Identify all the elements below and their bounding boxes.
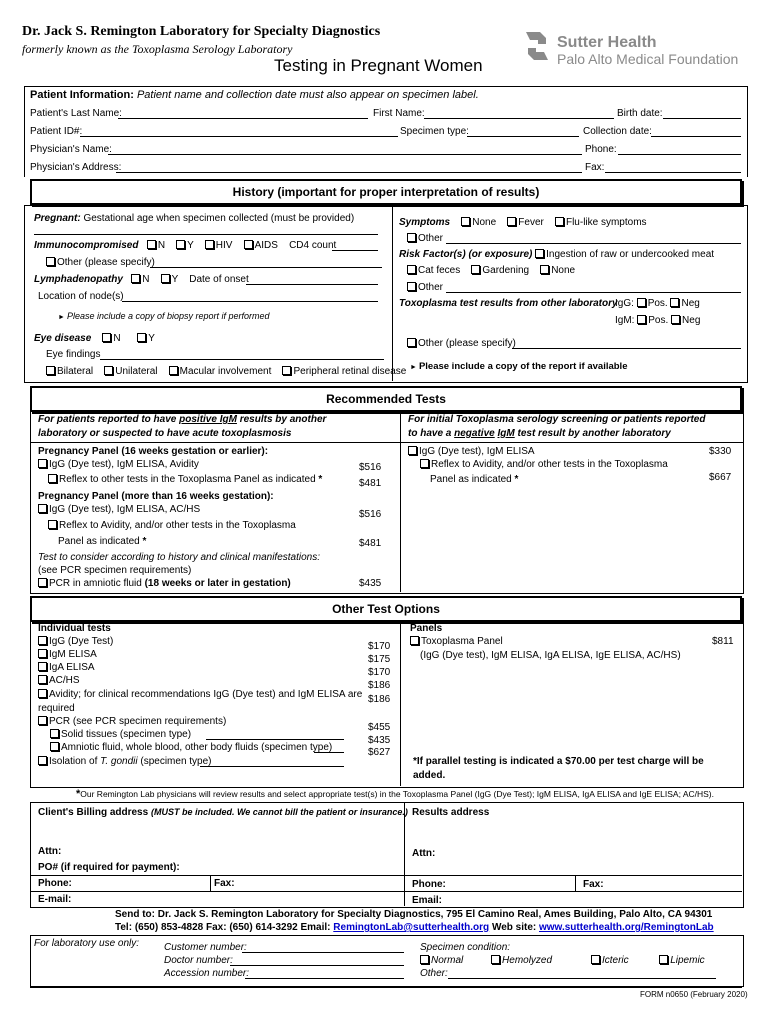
- pp16-star: *: [318, 474, 323, 485]
- panels-heading: Panels: [410, 623, 443, 634]
- pp16-checkbox[interactable]: [38, 459, 47, 468]
- left-head-text: For patients reported to have: [38, 414, 177, 425]
- accession-number-field[interactable]: [245, 978, 404, 979]
- risk-other-label: Other: [418, 282, 444, 293]
- left-head-1: [38, 414, 326, 425]
- physician-address-label: Physician's Address:: [30, 162, 122, 173]
- risk-options-row: [407, 265, 575, 276]
- pcr-checkbox[interactable]: [38, 716, 47, 725]
- patient-heading: [30, 89, 479, 101]
- toxo-panel-price: $811: [712, 636, 734, 647]
- individual-test-label: IgA ELISA: [49, 662, 95, 673]
- patient-id-field[interactable]: [80, 136, 398, 137]
- macular-checkbox[interactable]: [169, 366, 178, 375]
- specimen-type-label: Specimen type:: [400, 126, 469, 137]
- ppmore-reflex-row2: [58, 536, 146, 547]
- last-name-field[interactable]: [118, 118, 368, 119]
- lab-website-link[interactable]: www.sutterhealth.org/RemingtonLab: [539, 922, 714, 933]
- sym-other-row: [407, 233, 443, 244]
- lymph-y-checkbox[interactable]: [161, 274, 170, 283]
- immuno-other-field[interactable]: [150, 267, 382, 268]
- toxo-panel-desc: (IgG (Dye test), IgM ELISA, IgA ELISA, IgE ELISA, AC/HS): [420, 650, 681, 661]
- ppmore-reflex-label: Reflex to Avidity, and/or other tests in the Toxoplasma: [59, 520, 296, 531]
- risk-label: Risk Factor(s) (or exposure): [399, 249, 533, 260]
- client-billing-row: [38, 807, 408, 818]
- form-id: FORM n0650 (February 2020): [640, 990, 748, 999]
- po-label: PO# (if required for payment):: [38, 862, 180, 873]
- results-phone-label: Phone:: [412, 879, 446, 890]
- phone-field[interactable]: [618, 154, 741, 155]
- individual-test-checkbox[interactable]: [38, 649, 47, 658]
- footer-rule: [30, 987, 742, 988]
- lipemic-checkbox[interactable]: [659, 955, 668, 964]
- toxo-other-lab-label: Toxoplasma test results from other laboratory: [399, 298, 618, 309]
- igm-result-row: [615, 315, 700, 326]
- solid-field[interactable]: [206, 739, 344, 740]
- other-tests-divider: [400, 620, 401, 786]
- lymph-y-label: Y: [171, 274, 179, 285]
- history-other-field[interactable]: [512, 348, 741, 349]
- date-onset-label: Date of onset: [189, 274, 249, 285]
- sym-fever-label: Fever: [518, 217, 544, 228]
- results-email-label: Email:: [412, 895, 443, 906]
- sym-none-checkbox[interactable]: [461, 217, 470, 226]
- amniotic-row: [50, 742, 332, 753]
- ppmore-star: *: [142, 536, 147, 547]
- individual-test-row: [38, 649, 97, 660]
- pp16-price: $516: [359, 462, 382, 473]
- isolation-row: [38, 756, 212, 767]
- pp16-reflex-price: $481: [359, 478, 382, 489]
- client-billing-label: Client's Billing address: [38, 807, 149, 818]
- cd4-label: CD4 count: [289, 240, 337, 251]
- pregnant-label: Pregnant:: [34, 213, 81, 224]
- immuno-n-label: N: [157, 240, 166, 251]
- immuno-aids-label: AIDS: [254, 240, 278, 251]
- risk-ingestion-checkbox[interactable]: [535, 249, 544, 258]
- r-star: *: [514, 474, 519, 485]
- toxo-panel-label: Toxoplasma Panel: [421, 636, 503, 647]
- left-head-3: laboratory or suspected to have acute toxoplasmosis: [38, 428, 292, 439]
- individual-test-row: [38, 689, 362, 700]
- page-title: Testing in Pregnant Women: [274, 56, 483, 75]
- pregnant-text: Gestational age when specimen collected (must be provided): [83, 213, 355, 224]
- immuno-y-label: Y: [187, 240, 194, 251]
- condition-row: [420, 955, 705, 966]
- sym-flu-label: Flu-like symptoms: [565, 217, 647, 228]
- sym-other-label: Other: [418, 233, 444, 244]
- individual-test-price: $170: [368, 641, 391, 652]
- history-other-label: Other (please specify): [418, 338, 516, 349]
- icteric-label: Icteric: [601, 955, 629, 966]
- date-onset-field[interactable]: [246, 284, 378, 285]
- eye-findings-field[interactable]: [100, 359, 384, 360]
- risk-other-field[interactable]: [446, 292, 741, 293]
- recommended-banner: [30, 386, 742, 412]
- igm-neg-label: Neg: [682, 315, 701, 326]
- solid-label: Solid tissues (specimen type): [61, 729, 192, 740]
- risk-cat-checkbox[interactable]: [407, 265, 416, 274]
- bilateral-checkbox[interactable]: [46, 366, 55, 375]
- left-head-text-2: results by another: [239, 414, 327, 425]
- fax-field[interactable]: [605, 172, 741, 173]
- sutter-logo: [520, 28, 554, 67]
- r-item-checkbox[interactable]: [408, 446, 417, 455]
- individual-test-row: [38, 662, 95, 673]
- lymph-row: [34, 274, 249, 285]
- igg-result-label: IgG:: [615, 298, 634, 309]
- eye-label: Eye disease: [34, 333, 92, 344]
- solid-checkbox[interactable]: [50, 729, 59, 738]
- r-reflex-checkbox[interactable]: [420, 459, 429, 468]
- ppmore-reflex-label-2: Panel as indicated: [58, 536, 140, 547]
- immuno-aids-checkbox[interactable]: [244, 240, 253, 249]
- client-phone-line: [30, 875, 404, 876]
- collection-date-label: Collection date:: [583, 126, 652, 137]
- client-phone-label: Phone:: [38, 878, 72, 889]
- symptoms-row: [399, 217, 647, 228]
- individual-test-label: Avidity; for clinical recommendations IgG (Dye test) and IgM ELISA are: [49, 689, 363, 700]
- risk-none-checkbox[interactable]: [540, 265, 549, 274]
- individual-test-checkbox[interactable]: [38, 689, 47, 698]
- fax-label: Fax:: [585, 162, 605, 173]
- history-banner-text: History (important for proper interpretation of results): [232, 185, 540, 199]
- pp16-reflex-row: [48, 474, 322, 485]
- pcr-amniotic-label: PCR in amniotic fluid: [49, 578, 142, 589]
- history-box: [24, 205, 748, 383]
- customer-number-field[interactable]: [242, 952, 404, 953]
- pregnant-row: [34, 213, 354, 224]
- individual-heading: Individual tests: [38, 623, 111, 634]
- normal-label: Normal: [431, 955, 464, 966]
- send-to-line1: Send to: Dr. Jack S. Remington Laboratory for Specialty Diagnostics, 795 El Camino Real, Ames Building, Palo Alto, CA 94301: [115, 909, 713, 920]
- collection-date-field[interactable]: [651, 136, 741, 137]
- results-address-label: Results address: [412, 807, 490, 818]
- patient-id-label: Patient ID#:: [30, 126, 83, 137]
- immuno-hiv-checkbox[interactable]: [205, 240, 214, 249]
- toxo-panel-checkbox[interactable]: [410, 636, 419, 645]
- patient-heading-note: Patient name and collection date must also appear on specimen label.: [136, 89, 479, 101]
- risk-gardening-label: Gardening: [482, 265, 530, 276]
- lymph-label: Lymphadenopathy: [34, 274, 123, 285]
- igm-result-label: IgM:: [615, 315, 635, 326]
- hemolyzed-checkbox[interactable]: [491, 955, 500, 964]
- consider-2: (see PCR specimen requirements): [38, 565, 192, 576]
- other-tests-banner: [30, 596, 742, 622]
- sym-flu-checkbox[interactable]: [555, 217, 564, 226]
- patient-heading-label: Patient Information:: [30, 89, 134, 101]
- sym-other-checkbox[interactable]: [407, 233, 416, 242]
- peripheral-label: Peripheral retinal disease: [293, 366, 407, 377]
- immuno-other-checkbox[interactable]: [46, 257, 55, 266]
- bilateral-label: Bilateral: [57, 366, 94, 377]
- customer-number-label: Customer number:: [164, 942, 247, 953]
- igg-neg-label: Neg: [681, 298, 700, 309]
- r-reflex-row: [420, 459, 668, 470]
- birth-date-field[interactable]: [663, 118, 741, 119]
- specimen-condition-label: Specimen condition:: [420, 942, 511, 953]
- right-head-1: For initial Toxoplasma serology screening or patients reported: [408, 414, 706, 425]
- send-to-tel-fax: Tel: (650) 853-4828 Fax: (650) 614-3292 Email:: [115, 922, 331, 933]
- results-phone-fax-divider: [575, 875, 576, 891]
- required-label: required: [38, 703, 75, 714]
- sym-none-label: None: [472, 217, 497, 228]
- pcr-amniotic-checkbox[interactable]: [38, 578, 47, 587]
- r-item-label: IgG (Dye test), IgM ELISA: [419, 446, 535, 457]
- formerly-known: formerly known as the Toxoplasma Serology Laboratory: [22, 42, 293, 56]
- symptoms-label: Symptoms: [399, 217, 451, 228]
- individual-test-checkbox[interactable]: [38, 636, 47, 645]
- location-nodes-field[interactable]: [122, 301, 378, 302]
- igm-neg-checkbox[interactable]: [671, 315, 680, 324]
- risk-none-label: None: [551, 265, 576, 276]
- include-report-text: Please include a copy of the report if available: [418, 361, 628, 372]
- risk-gardening-checkbox[interactable]: [471, 265, 480, 274]
- r-item-price: $330: [709, 446, 732, 457]
- right-head-text: to have a: [408, 428, 452, 439]
- lymph-n-label: N: [142, 274, 150, 285]
- biopsy-note: ► Please include a copy of biopsy report if performed: [58, 311, 270, 321]
- history-other-checkbox[interactable]: [407, 338, 416, 347]
- individual-test-label: IgG (Dye Test): [49, 636, 114, 647]
- r-reflex-price: $667: [709, 472, 732, 483]
- amniotic-field[interactable]: [314, 752, 344, 753]
- ppmore-reflex-price: $481: [359, 538, 382, 549]
- first-name-field[interactable]: [424, 118, 614, 119]
- solid-price: $455: [368, 722, 391, 733]
- icteric-checkbox[interactable]: [591, 955, 600, 964]
- ppmore-checkbox[interactable]: [38, 504, 47, 513]
- eye-row: [34, 333, 155, 344]
- ppmore-heading: Pregnancy Panel (more than 16 weeks gestation):: [38, 491, 274, 502]
- igm-pos-checkbox[interactable]: [637, 315, 646, 324]
- email-line: [30, 891, 742, 892]
- lipemic-label: Lipemic: [670, 955, 705, 966]
- r-reflex-label: Reflex to Avidity, and/or other tests in the Toxoplasma: [431, 459, 668, 470]
- immuno-other-label: Other (please specify): [57, 257, 155, 268]
- igg-result-row: [615, 298, 700, 309]
- amniotic-price: $435: [368, 735, 391, 746]
- risk-other-checkbox[interactable]: [407, 282, 416, 291]
- parallel-note-1: *If parallel testing is indicated a $70.00 per test charge will be: [413, 756, 704, 767]
- risk-row: [399, 249, 714, 260]
- immuno-other-row: [46, 257, 155, 268]
- recommended-banner-text: Recommended Tests: [326, 392, 446, 406]
- client-fax-label: Fax:: [214, 878, 235, 889]
- individual-test-price: $175: [368, 654, 391, 665]
- lymph-n-checkbox[interactable]: [131, 274, 140, 283]
- r-reflex-row2: [430, 474, 518, 485]
- risk-other-row: [407, 282, 443, 293]
- pp16-item-row: [38, 459, 199, 470]
- sutter-logo-icon: [520, 28, 554, 64]
- lab-name: Dr. Jack S. Remington Laboratory for Specialty Diagnostics: [22, 24, 381, 39]
- eye-y-label: Y: [148, 333, 155, 344]
- eye-n-label: N: [113, 333, 121, 344]
- individual-test-price: $170: [368, 667, 391, 678]
- pcr-label: PCR (see PCR specimen requirements): [49, 716, 227, 727]
- solid-row: [50, 729, 191, 740]
- results-attn-label: Attn:: [412, 848, 436, 859]
- r-item-row: [408, 446, 535, 457]
- isolation-field[interactable]: [200, 766, 344, 767]
- doctor-number-field[interactable]: [230, 965, 404, 966]
- pp16-item-label: IgG (Dye test), IgM ELISA, Avidity: [49, 459, 199, 470]
- parallel-note-2: added.: [413, 770, 446, 781]
- doctor-number-label: Doctor number:: [164, 955, 233, 966]
- logo-line2: Palo Alto Medical Foundation: [557, 51, 739, 67]
- eye-findings-label: Eye findings: [46, 349, 101, 360]
- left-head-positive-igm: positive IgM: [179, 414, 237, 425]
- phone-label: Phone:: [585, 144, 617, 155]
- eye-options-row: [46, 366, 406, 377]
- isolation-label: Isolation of: [49, 756, 98, 767]
- peripheral-checkbox[interactable]: [282, 366, 291, 375]
- gestational-age-field[interactable]: [34, 234, 378, 235]
- right-head-negative: negative: [454, 428, 495, 439]
- ppmore-reflex-row: [48, 520, 296, 531]
- include-report-note: ► Please include a copy of the report if available: [410, 361, 628, 372]
- igm-pos-label: Pos.: [648, 315, 669, 326]
- pcr-row: [38, 716, 226, 727]
- immuno-hiv-label: HIV: [215, 240, 233, 251]
- specimen-type-field[interactable]: [467, 136, 579, 137]
- isolation-price: $627: [368, 747, 391, 758]
- recommended-divider: [400, 410, 401, 592]
- recommended-left-header-line: [30, 442, 400, 443]
- right-head-text-3: test result by another laboratory: [517, 428, 671, 439]
- igg-pos-label: Pos.: [647, 298, 668, 309]
- individual-test-row: [38, 675, 80, 686]
- recommended-right-header-line: [400, 442, 743, 443]
- unilateral-checkbox[interactable]: [104, 366, 113, 375]
- igg-pos-checkbox[interactable]: [637, 298, 646, 307]
- toxo-panel-row: [410, 636, 503, 647]
- birth-date-label: Birth date:: [617, 108, 663, 119]
- isolation-species: T. gondii: [100, 756, 138, 767]
- risk-cat-label: Cat feces: [418, 265, 461, 276]
- results-fax-label: Fax:: [583, 879, 604, 890]
- footnote-text: Our Remington Lab physicians will review results and select appropriate test(s) in the Toxoplasma Panel (IgG (Dye Test); IgM ELISA, IgA ELISA and IgE ELISA; AC/HS).: [80, 789, 714, 799]
- unilateral-label: Unilateral: [115, 366, 158, 377]
- results-phone-line: [404, 875, 742, 876]
- pcr-amniotic-price: $435: [359, 578, 382, 589]
- individual-test-row: [38, 636, 113, 647]
- individual-test-checkbox[interactable]: [38, 675, 47, 684]
- isolation-label-2: (specimen type): [140, 756, 212, 767]
- client-email-label: E-mail:: [38, 894, 72, 905]
- location-nodes-label: Location of node(s): [38, 291, 124, 302]
- physician-name-label: Physician's Name:: [30, 144, 112, 155]
- footnote: [76, 788, 714, 800]
- eye-n-checkbox[interactable]: [102, 333, 111, 342]
- client-attn-label: Attn:: [38, 846, 62, 857]
- right-head-2: [408, 428, 671, 439]
- send-to-web-label: Web site:: [491, 922, 537, 933]
- biopsy-note-text: Please include a copy of biopsy report if performed: [66, 311, 270, 321]
- right-head-igm: IgM: [497, 428, 515, 439]
- client-phone-fax-divider: [210, 875, 211, 891]
- physician-name-field[interactable]: [108, 154, 582, 155]
- immuno-label: Immunocompromised: [34, 240, 139, 251]
- r-reflex-label-2: Panel as indicated: [430, 474, 512, 485]
- condition-other-label: Other:: [420, 968, 448, 979]
- ppmore-item-label: IgG (Dye test), IgM ELISA, AC/HS: [49, 504, 201, 515]
- amniotic-label: Amniotic fluid, whole blood, other body fluids (specimen type): [61, 742, 333, 753]
- eye-y-checkbox[interactable]: [137, 333, 146, 342]
- pp16-reflex-label: Reflex to other tests in the Toxoplasma Panel as indicated: [59, 474, 316, 485]
- igg-neg-checkbox[interactable]: [670, 298, 679, 307]
- other-tests-banner-text: Other Test Options: [332, 602, 440, 616]
- physician-address-field[interactable]: [116, 172, 582, 173]
- sym-fever-checkbox[interactable]: [507, 217, 516, 226]
- pcr-amniotic-row: [38, 578, 291, 589]
- ppmore-reflex-checkbox[interactable]: [48, 520, 57, 529]
- ppmore-item-row: [38, 504, 200, 515]
- pp16-reflex-checkbox[interactable]: [48, 474, 57, 483]
- normal-checkbox[interactable]: [420, 955, 429, 964]
- sym-other-field[interactable]: [446, 243, 741, 244]
- client-billing-note: (MUST be included. We cannot bill the patient or insurance.): [150, 807, 408, 817]
- immuno-n-checkbox[interactable]: [147, 240, 156, 249]
- send-to-line2: [115, 922, 714, 933]
- individual-test-checkbox[interactable]: [38, 662, 47, 671]
- immuno-y-checkbox[interactable]: [176, 240, 185, 249]
- isolation-checkbox[interactable]: [38, 756, 47, 765]
- history-banner: [30, 179, 742, 205]
- individual-test-price: $186: [368, 694, 391, 705]
- logo-line1: Sutter Health: [557, 34, 657, 51]
- history-divider: [392, 205, 393, 381]
- risk-ingestion-label: Ingestion of raw or undercooked meat: [546, 249, 715, 260]
- lab-email-link[interactable]: RemingtonLab@sutterhealth.org: [333, 922, 490, 933]
- individual-test-price: $186: [368, 680, 391, 691]
- hemolyzed-label: Hemolyzed: [502, 955, 553, 966]
- condition-other-field[interactable]: [448, 978, 716, 979]
- footnote-star: *: [76, 788, 81, 800]
- history-other-row: [407, 338, 516, 349]
- amniotic-checkbox[interactable]: [50, 742, 59, 751]
- consider-1: Test to consider according to history and clinical manifestations:: [38, 552, 320, 563]
- last-name-label: Patient's Last Name:: [30, 108, 122, 119]
- pcr-amniotic-note: (18 weeks or later in gestation): [144, 578, 291, 589]
- lab-use-label: For laboratory use only:: [34, 938, 140, 949]
- first-name-label: First Name:: [373, 108, 425, 119]
- macular-label: Macular involvement: [179, 366, 272, 377]
- pp16-heading: Pregnancy Panel (16 weeks gestation or earlier):: [38, 446, 269, 457]
- ppmore-price: $516: [359, 509, 382, 520]
- individual-test-label: AC/HS: [49, 675, 80, 686]
- individual-test-label: IgM ELISA: [49, 649, 97, 660]
- cd4-field[interactable]: [332, 250, 378, 251]
- immuno-row: [34, 240, 336, 251]
- accession-number-label: Accession number:: [164, 968, 250, 979]
